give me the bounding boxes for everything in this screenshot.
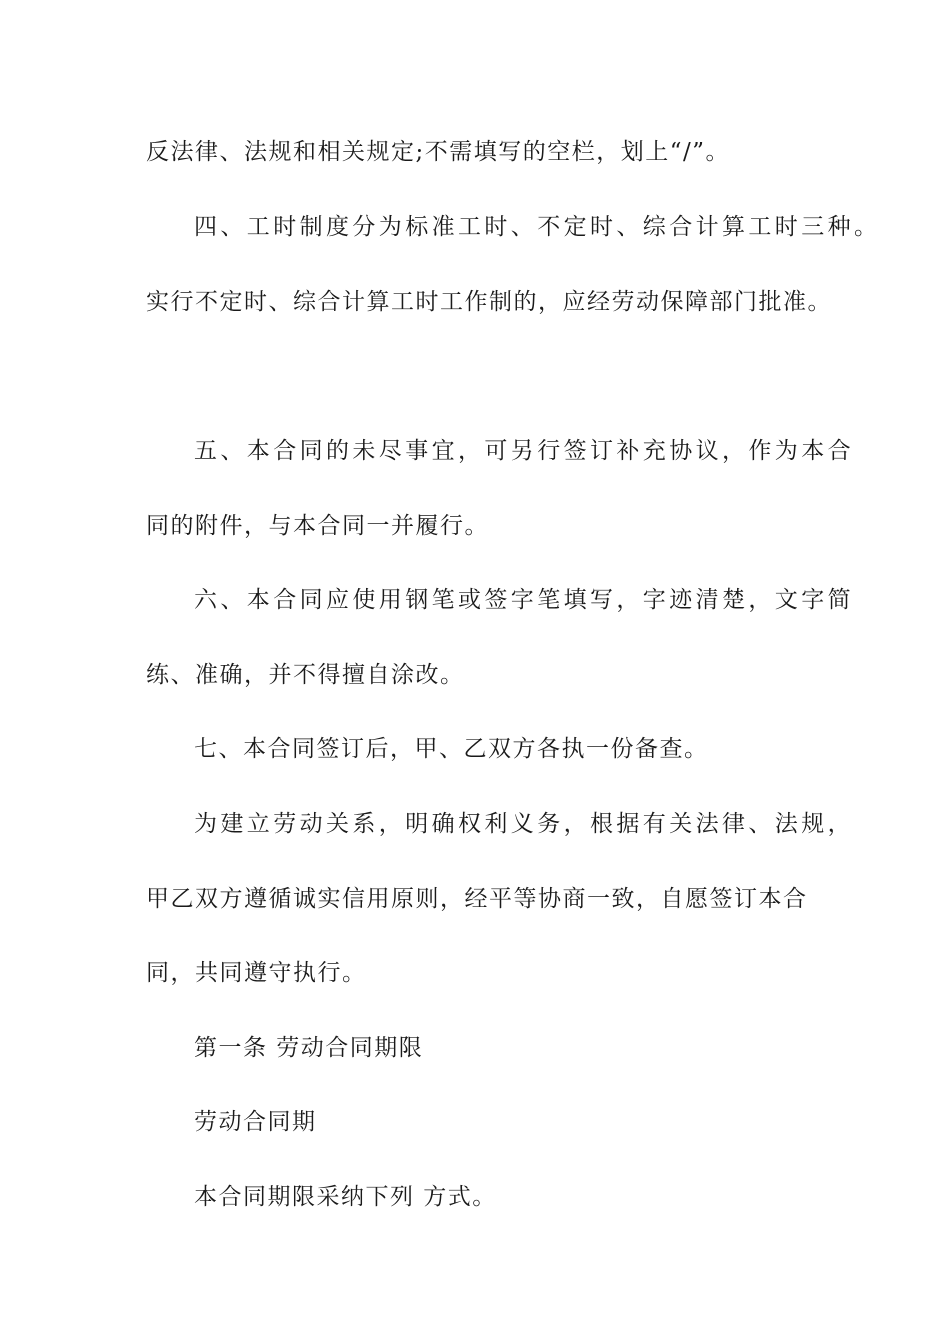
paragraph-line: 本合同期限采纳下列 方式。 (194, 1184, 497, 1210)
section-heading: 第一条 劳动合同期限 (194, 1035, 424, 1061)
paragraph-line: 五、本合同的未尽事宜，可另行签订补充协议，作为本合 (194, 438, 854, 464)
paragraph-line: 实行不定时、综合计算工时工作制的，应经劳动保障部门批准。 (146, 289, 832, 315)
paragraph-line: 为建立劳动关系，明确权利义务，根据有关法律、法规， (194, 811, 854, 837)
paragraph-line: 七、本合同签订后，甲、乙双方各执一份备查。 (194, 736, 709, 762)
paragraph-line: 劳动合同期 (194, 1109, 317, 1135)
paragraph-line: 四、工时制度分为标准工时、不定时、综合计算工时三种。 (194, 214, 881, 240)
paragraph-line: 甲乙双方遵循诚实信用原则，经平等协商一致，自愿签订本合 (146, 886, 808, 912)
paragraph-line: 同，共同遵守执行。 (146, 960, 367, 986)
paragraph-line: 六、本合同应使用钢笔或签字笔填写，字迹清楚，文字简 (194, 587, 854, 613)
paragraph-line: 同的附件，与本合同一并履行。 (146, 513, 489, 539)
paragraph-line: 反法律、法规和相关规定;不需填写的空栏，划上“/”。 (146, 139, 731, 165)
paragraph-line: 练、准确，并不得擅自涂改。 (146, 662, 465, 688)
